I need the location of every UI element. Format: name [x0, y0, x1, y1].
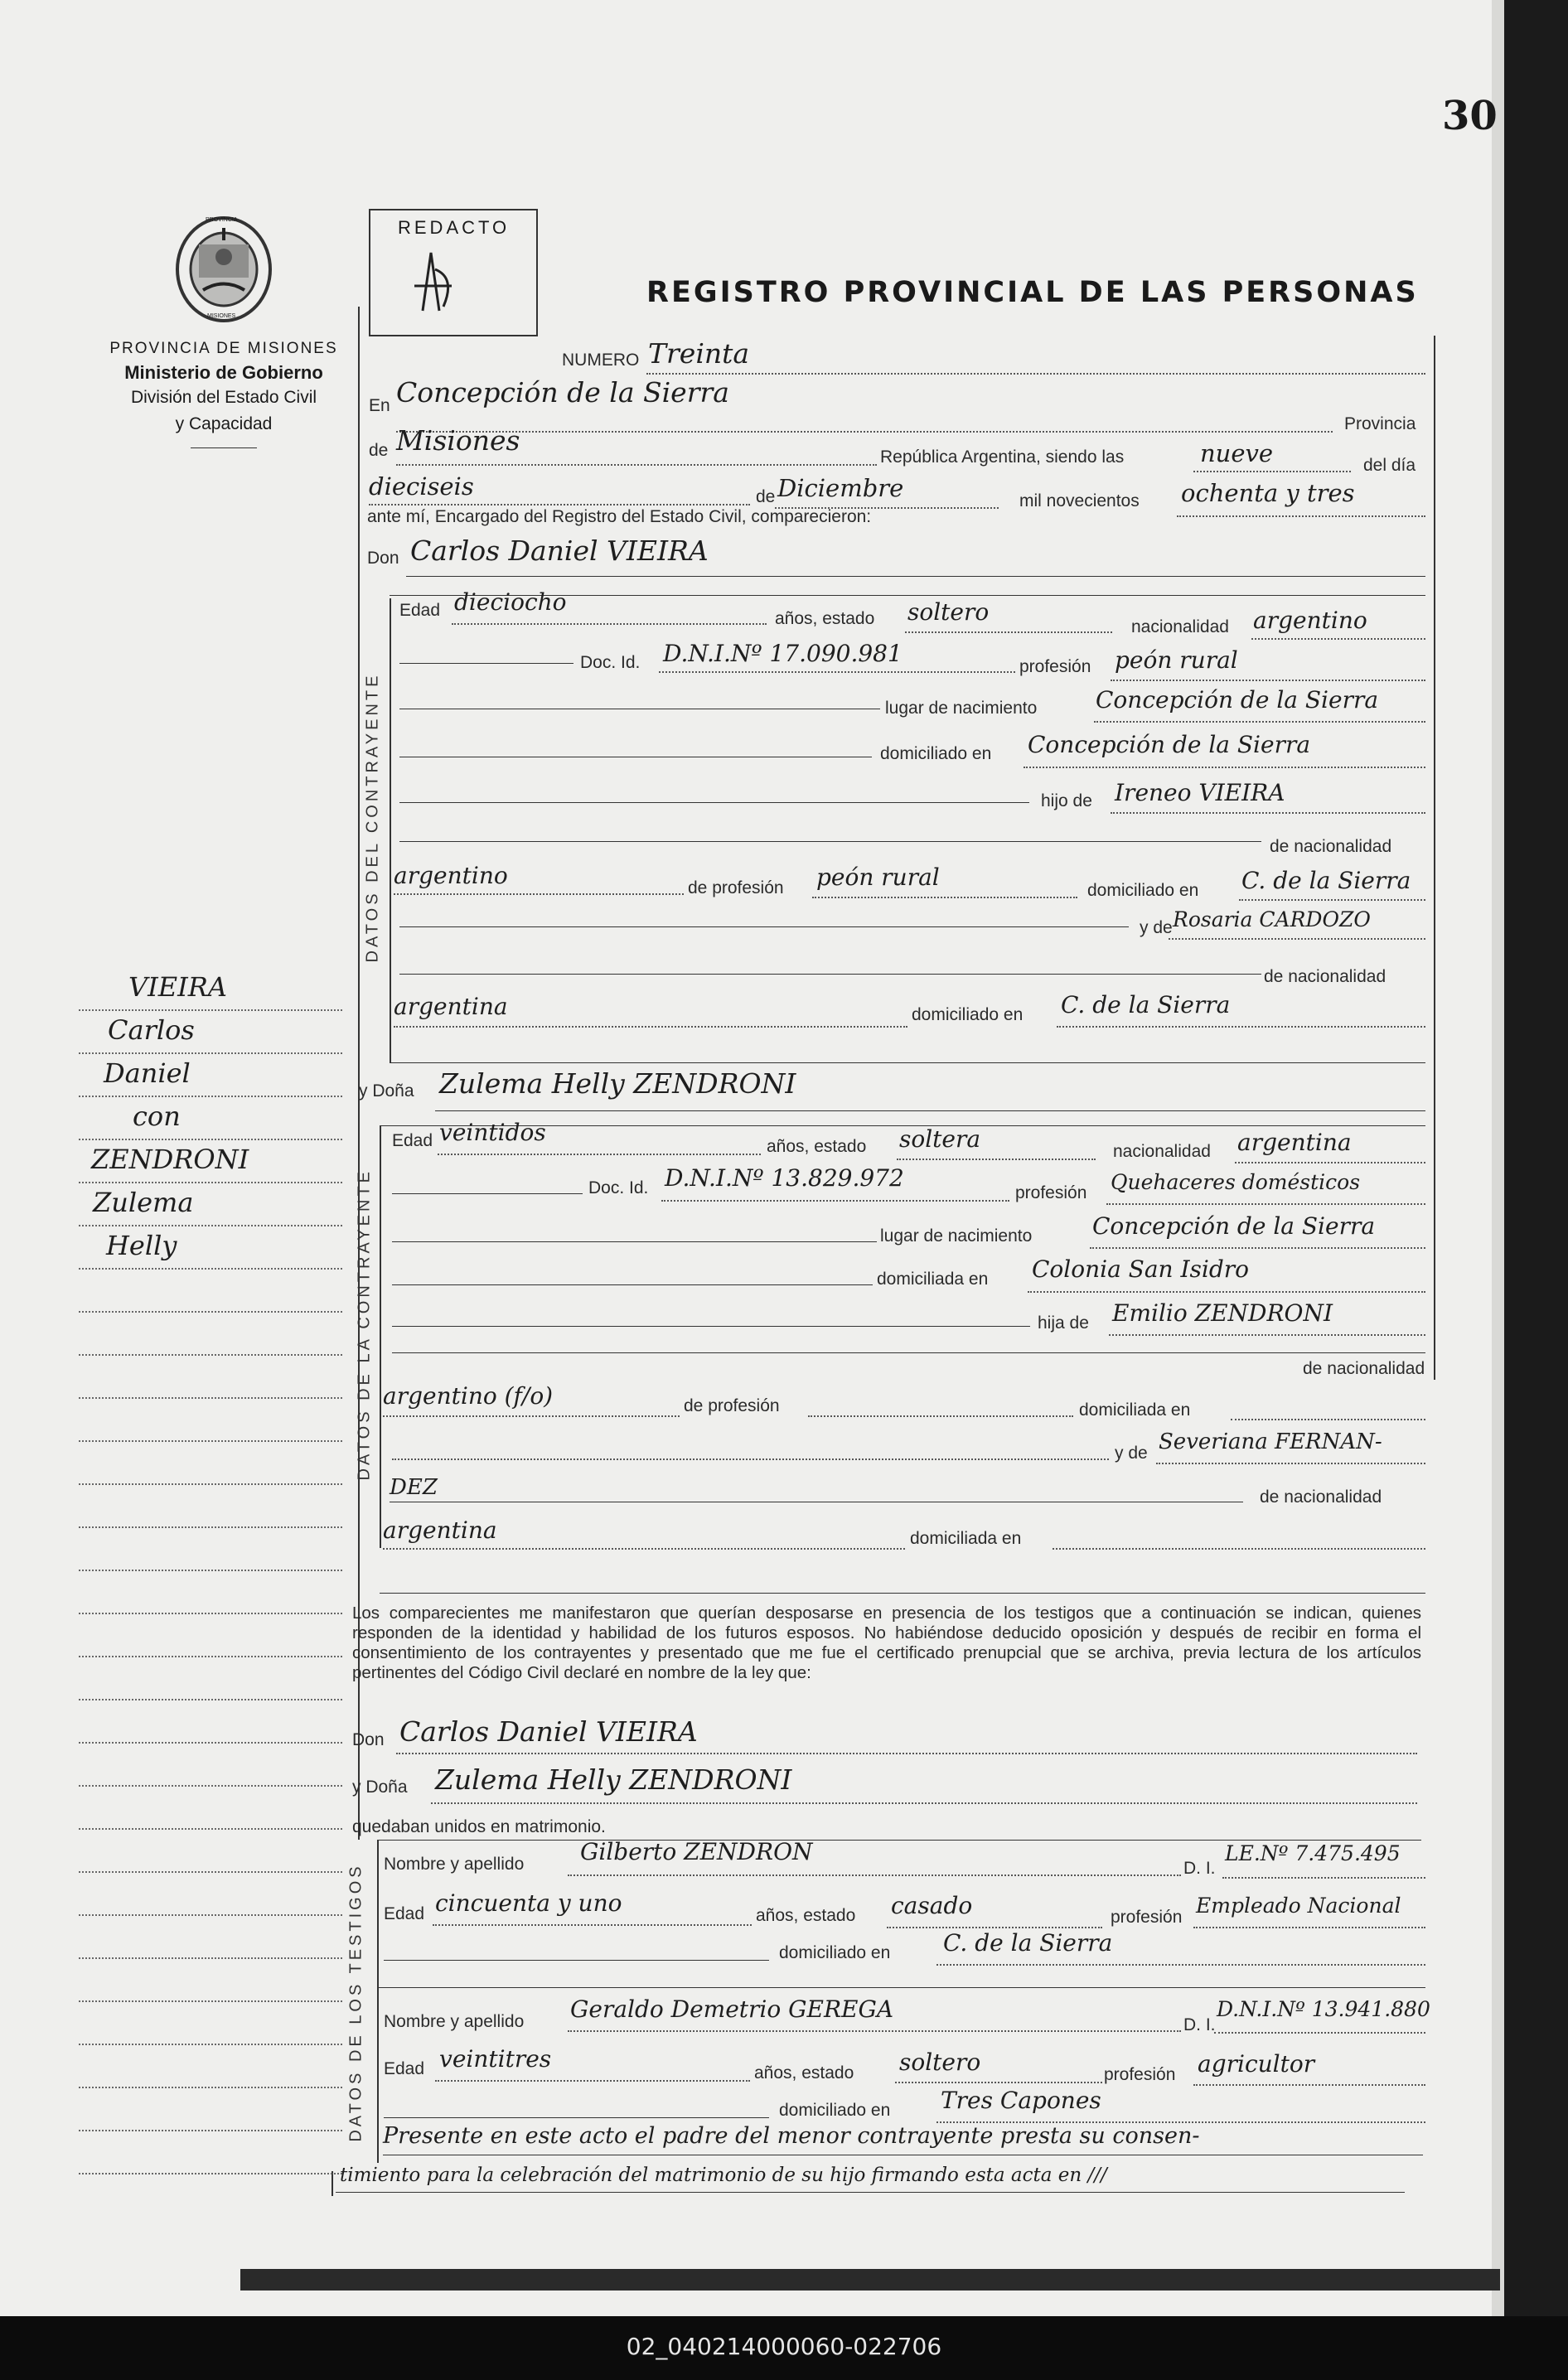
ledger-line	[79, 1052, 342, 1054]
ledger-line	[79, 1009, 342, 1011]
bride-doc-left-line	[392, 1193, 583, 1194]
ledger-line	[79, 1440, 342, 1442]
bride-father-prof-line	[808, 1415, 1073, 1417]
bride-prof-label: profesión	[1015, 1183, 1087, 1202]
w1-edad-label: Edad	[384, 1904, 425, 1923]
margin-name-6: Zulema	[93, 1187, 194, 1218]
redacto-label: REDACTO	[398, 217, 511, 238]
decl-don-label: Don	[352, 1730, 385, 1749]
bride-father-dom-label: domiciliada en	[1079, 1400, 1191, 1420]
w2-name-line	[568, 2030, 1181, 2032]
w1-name-line	[568, 1874, 1181, 1876]
groom-de-nac-label: de nacionalidad	[1270, 837, 1392, 856]
bride-lugar-line	[1090, 1247, 1425, 1249]
bride-father-nac: argentino (f/o)	[383, 1382, 554, 1410]
bride-mother-nac-line	[383, 1548, 905, 1550]
ledger-line	[79, 1225, 342, 1226]
bride-mother-line	[1156, 1463, 1425, 1464]
margin-name-1: VIEIRA	[128, 971, 227, 1003]
witness-section-label: DATOS DE LOS TESTIGOS	[346, 1863, 365, 2142]
groom-dom-line	[1024, 767, 1425, 768]
w1-di: LE.Nº 7.475.495	[1225, 1841, 1401, 1865]
bride-mother-dom-label: domiciliada en	[910, 1529, 1022, 1548]
w1-estado: casado	[891, 1892, 973, 1919]
note-line-2-rule	[336, 2192, 1405, 2193]
mil-label: mil novecientos	[1019, 491, 1140, 510]
book-edge	[1504, 0, 1568, 2320]
w2-dom-label: domiciliado en	[779, 2101, 891, 2120]
ledger-line	[79, 1483, 342, 1485]
decl-bride-line	[431, 1802, 1417, 1804]
w2-profesion: agricultor	[1198, 2050, 1315, 2078]
numero-value: Treinta	[648, 337, 750, 370]
w2-estado-label: años, estado	[754, 2063, 854, 2082]
bride-prof-line	[1106, 1203, 1425, 1205]
w1-profesion: Empleado Nacional	[1196, 1894, 1401, 1918]
w1-edad: cincuenta y uno	[435, 1889, 622, 1917]
org-line-1: PROVINCIA DE MISIONES	[109, 340, 338, 357]
ledger-line	[79, 1570, 342, 1571]
margin-name-4: con	[133, 1101, 181, 1132]
groom-lugar: Concepción de la Sierra	[1096, 686, 1379, 714]
margin-name-2: Carlos	[108, 1014, 195, 1046]
ledger-line	[79, 1957, 342, 1959]
ledger-line	[79, 1828, 342, 1830]
ledger-line	[79, 1785, 342, 1787]
bride-father-nac-line	[383, 1415, 680, 1417]
bride-mother-line1: Severiana FERNAN-	[1159, 1429, 1382, 1454]
groom-father-prof: peón rural	[816, 863, 940, 891]
w1-nombre-label: Nombre y apellido	[384, 1855, 525, 1874]
groom-domicilio: Concepción de la Sierra	[1028, 731, 1311, 758]
groom-box-line	[390, 598, 391, 1062]
seal-bottom-text: MISIONES	[207, 313, 236, 319]
groom-mother-dom-label: domiciliado en	[912, 1005, 1024, 1024]
groom-lugar-label: lugar de nacimiento	[885, 699, 1038, 718]
del-dia-label: del día	[1363, 456, 1416, 475]
w1-di-label: D. I.	[1183, 1859, 1216, 1878]
w2-nombre-label: Nombre y apellido	[384, 2012, 525, 2031]
groom-section-label: DATOS DEL CONTRAYENTE	[363, 672, 382, 963]
bride-box-line	[380, 1125, 381, 1548]
groom-father-dom-line	[1239, 899, 1425, 901]
bride-lugar-label: lugar de nacimiento	[880, 1226, 1033, 1246]
groom-edad: dieciocho	[454, 588, 567, 616]
w2-estado-line	[895, 2082, 1102, 2083]
w2-prof-line	[1193, 2084, 1425, 2086]
w2-di-line	[1214, 2032, 1425, 2034]
bride-nacionalidad: argentina	[1237, 1129, 1352, 1156]
groom-box-bottom	[390, 1062, 1425, 1063]
groom-mother-nac: argentina	[394, 993, 508, 1020]
binding-shadow	[240, 2269, 1500, 2291]
seal-top-text: PROVINCIA	[206, 217, 238, 223]
bride-name: Zulema Helly ZENDRONI	[439, 1067, 796, 1100]
bride-hija-label: hija de	[1038, 1313, 1089, 1333]
groom-mother-dom-line	[1057, 1026, 1425, 1028]
decl-groom-line	[396, 1753, 1417, 1754]
city-value: Concepción de la Sierra	[396, 376, 729, 409]
ledger-line	[79, 1699, 342, 1700]
ledger-line	[79, 1656, 342, 1657]
ledger-line	[79, 1139, 342, 1140]
groom-nacionalidad: argentino	[1253, 607, 1367, 634]
ledger-line	[79, 1914, 342, 1916]
w2-edad: veintitres	[439, 2045, 552, 2073]
groom-name: Carlos Daniel VIEIRA	[410, 535, 709, 567]
groom-nac-line	[1251, 638, 1425, 640]
groom-nac-label: nacionalidad	[1131, 617, 1229, 636]
groom-doc-left-line	[399, 663, 573, 664]
bride-mother-line2: DEZ	[390, 1475, 438, 1500]
groom-mother: Rosaria CARDOZO	[1173, 907, 1371, 931]
margin-name-5: ZENDRONI	[91, 1144, 249, 1175]
ledger-line	[79, 1613, 342, 1614]
bride-doc: D.N.I.Nº 13.829.972	[665, 1164, 904, 1192]
bride-hija-left-line	[392, 1326, 1030, 1327]
groom-mother-line	[1169, 938, 1425, 940]
de-label: de	[369, 441, 389, 460]
groom-mother-nac-left-line	[399, 974, 1261, 975]
w2-edad-line	[435, 2080, 750, 2082]
bride-edad-line	[438, 1154, 761, 1155]
groom-estado-line	[905, 631, 1112, 633]
bride-profesion: Quehaceres domésticos	[1111, 1170, 1361, 1194]
bride-de-nac-label: de nacionalidad	[1303, 1359, 1425, 1378]
decl-groom: Carlos Daniel VIEIRA	[399, 1715, 698, 1748]
w2-prof-label: profesión	[1104, 2065, 1176, 2084]
ledger-line	[79, 1397, 342, 1399]
month-value: Diciembre	[777, 474, 904, 502]
groom-prof-label: profesión	[1019, 657, 1091, 676]
w1-edad-line	[433, 1924, 752, 1926]
decl-closing: quedaban unidos en matrimonio.	[352, 1817, 606, 1836]
page-number: 30	[1442, 93, 1498, 139]
groom-name-line	[406, 576, 1425, 577]
note-line-1: Presente en este acto el padre del menor contrayente presta su consen-	[383, 2123, 1200, 2149]
bride-dona-label: y Doña	[359, 1081, 414, 1101]
bride-nac-label: nacionalidad	[1113, 1142, 1211, 1161]
groom-mother-left-line	[399, 926, 1129, 927]
numero-label: NUMERO	[562, 351, 640, 370]
bride-edad-label: Edad	[392, 1131, 433, 1150]
groom-father-dom-label: domiciliado en	[1087, 881, 1199, 900]
groom-de-nac-label-2: de nacionalidad	[1264, 967, 1387, 986]
groom-mother-dom: C. de la Sierra	[1061, 991, 1231, 1018]
bride-domicilio: Colonia San Isidro	[1032, 1255, 1250, 1283]
city-line	[396, 431, 1333, 433]
decl-dona-label: y Doña	[352, 1778, 408, 1797]
decl-bride: Zulema Helly ZENDRONI	[435, 1763, 792, 1796]
groom-father-nac-line	[394, 893, 684, 895]
bride-name-line	[435, 1110, 1425, 1111]
bride-dom-label: domiciliada en	[877, 1270, 989, 1289]
day-line	[369, 504, 750, 506]
ledger-line	[79, 1096, 342, 1097]
ledger-line	[79, 1354, 342, 1356]
hour-line	[1193, 471, 1351, 472]
org-line-3: División del Estado Civil	[130, 388, 317, 407]
w1-prof-line	[1193, 1927, 1425, 1928]
groom-de-prof-label: de profesión	[688, 878, 784, 897]
en-label: En	[369, 396, 390, 415]
republica-text: República Argentina, siendo las	[880, 447, 1125, 467]
margin-name-7: Helly	[106, 1230, 177, 1261]
ledger-line	[79, 2173, 342, 2174]
groom-y-de-label: y de	[1140, 918, 1173, 937]
groom-estado-label: años, estado	[775, 609, 875, 628]
w1-name: Gilberto ZENDRON	[580, 1838, 813, 1865]
groom-dom-label: domiciliado en	[880, 744, 992, 763]
w1-domicilio: C. de la Sierra	[943, 1929, 1113, 1957]
witness-divider	[377, 1987, 1425, 1988]
bride-mother-left-line	[392, 1458, 1109, 1460]
groom-hijo-left-line	[399, 802, 1029, 803]
bride-estado-line	[897, 1159, 1096, 1160]
w1-dom-line	[936, 1964, 1425, 1966]
org-line-2: Ministerio de Gobierno	[124, 362, 323, 383]
day-value: dieciseis	[369, 472, 474, 501]
ledger-line	[79, 1742, 342, 1744]
groom-estado: soltero	[907, 598, 990, 626]
ledger-line	[79, 1871, 342, 1873]
ledger-line	[79, 2000, 342, 2002]
groom-prof-line	[1111, 680, 1425, 681]
w1-dom-label: domiciliado en	[779, 1943, 891, 1962]
ledger-line	[79, 1182, 342, 1183]
hour-value: nueve	[1200, 439, 1274, 467]
bride-section-label: DATOS DE LA CONTRAYENTE	[355, 1168, 374, 1481]
w2-estado: soltero	[899, 2049, 981, 2076]
groom-father-nac: argentino	[394, 862, 508, 889]
bride-mother-nac: argentina	[383, 1517, 497, 1544]
numero-line	[646, 373, 1425, 375]
groom-father-prof-line	[812, 897, 1077, 898]
w2-dom-left-line	[384, 2117, 769, 2118]
right-frame-line	[1434, 336, 1435, 1380]
w2-name: Geraldo Demetrio GEREGA	[570, 1995, 894, 2023]
bride-box-bottom	[380, 1593, 1425, 1594]
bride-doc-line	[661, 1200, 1009, 1202]
ledger-line	[79, 2044, 342, 2045]
w1-dom-left-line	[384, 1960, 769, 1961]
bride-father-dom-line	[1231, 1419, 1425, 1420]
groom-father-line	[1111, 812, 1425, 814]
bride-lugar: Concepción de la Sierra	[1092, 1212, 1376, 1240]
groom-don-label: Don	[367, 549, 399, 568]
groom-father-nac-left-line	[399, 841, 1261, 842]
ledger-line	[79, 2130, 342, 2131]
bride-edad: veintidos	[439, 1119, 546, 1146]
bride-de-nac-label-2: de nacionalidad	[1260, 1488, 1382, 1507]
bride-estado-label: años, estado	[767, 1137, 867, 1156]
ante-text: ante mí, Encargado del Registro del Estado Civil, comparecieron:	[367, 507, 872, 526]
groom-father-dom: C. de la Sierra	[1241, 867, 1411, 894]
de-label-2: de	[756, 487, 776, 506]
groom-hijo-label: hijo de	[1041, 791, 1092, 810]
bride-nac-line	[1235, 1162, 1425, 1163]
bride-father: Emilio ZENDRONI	[1112, 1299, 1333, 1327]
bride-doc-label: Doc. Id.	[588, 1178, 649, 1197]
declaration-text: Los comparecientes me manifestaron que querían desposarse en presencia de los testigos que a continuación se indican, quienes responden de la identidad y habilidad de los futuros esposos. No habiéndose deducido oposición y después de recibir en forma el consentimiento de los contrayentes y presentado que me fue el certificado prenupcial que se archiva, previa lectura de los artículos pertinentes del Código Civil declaré en nombre de la ley que:	[352, 1604, 1421, 1682]
groom-lugar-line	[1094, 721, 1425, 723]
margin-name-3: Daniel	[104, 1057, 191, 1089]
bride-y-de-label: y de	[1115, 1444, 1148, 1463]
provincia-label: Provincia	[1344, 414, 1416, 433]
bottom-margin-line	[332, 2171, 333, 2196]
ledger-line	[79, 2087, 342, 2088]
bride-estado: soltera	[899, 1125, 981, 1153]
w2-domicilio: Tres Capones	[941, 2087, 1101, 2114]
bride-dom-line	[1028, 1291, 1425, 1293]
scan-footer-code: 02_040214000060-022706	[626, 2333, 942, 2360]
groom-edad-label: Edad	[399, 601, 441, 620]
document-title: REGISTRO PROVINCIAL DE LAS PERSONAS	[646, 276, 1419, 309]
note-line-2: timiento para la celebración del matrimonio de su hijo firmando esta acta en ///	[340, 2165, 1107, 2186]
ledger-line	[79, 1311, 342, 1313]
ledger-line	[79, 1268, 342, 1270]
provincial-seal-icon	[170, 211, 278, 327]
groom-father: Ireneo VIEIRA	[1115, 779, 1285, 806]
province-line	[396, 464, 877, 466]
groom-edad-line	[452, 623, 767, 625]
groom-mother-nac-line	[394, 1026, 907, 1028]
groom-doc-line	[659, 671, 1015, 673]
w1-estado-line	[887, 1927, 1102, 1928]
org-line-4: y Capacidad	[175, 414, 273, 433]
witness-box-line	[377, 1840, 379, 2163]
witness-box-top	[377, 1840, 1421, 1841]
province-value: Misiones	[396, 424, 520, 457]
groom-doc-label: Doc. Id.	[580, 653, 641, 672]
w2-di-label: D. I.	[1183, 2015, 1216, 2034]
bride-father-line	[1109, 1334, 1425, 1336]
w1-estado-label: años, estado	[756, 1906, 856, 1925]
groom-doc: D.N.I.Nº 17.090.981	[663, 640, 903, 667]
year-line	[1177, 515, 1425, 517]
w2-di: D.N.I.Nº 13.941.880	[1217, 1997, 1430, 2021]
bride-lugar-left-line	[392, 1241, 877, 1242]
org-divider	[191, 447, 257, 448]
bride-dom-left-line	[392, 1284, 873, 1285]
w1-prof-label: profesión	[1111, 1908, 1183, 1927]
groom-profesion: peón rural	[1115, 646, 1238, 674]
bride-mother-dom-line	[1053, 1548, 1425, 1550]
w1-di-line	[1222, 1877, 1425, 1879]
ledger-line	[79, 1526, 342, 1528]
bride-father-nac-left-line	[392, 1352, 1425, 1353]
w2-edad-label: Edad	[384, 2059, 425, 2078]
bride-de-prof-label: de profesión	[684, 1396, 780, 1415]
redacto-signature-icon	[406, 244, 464, 319]
year-value: ochenta y tres	[1181, 479, 1355, 507]
